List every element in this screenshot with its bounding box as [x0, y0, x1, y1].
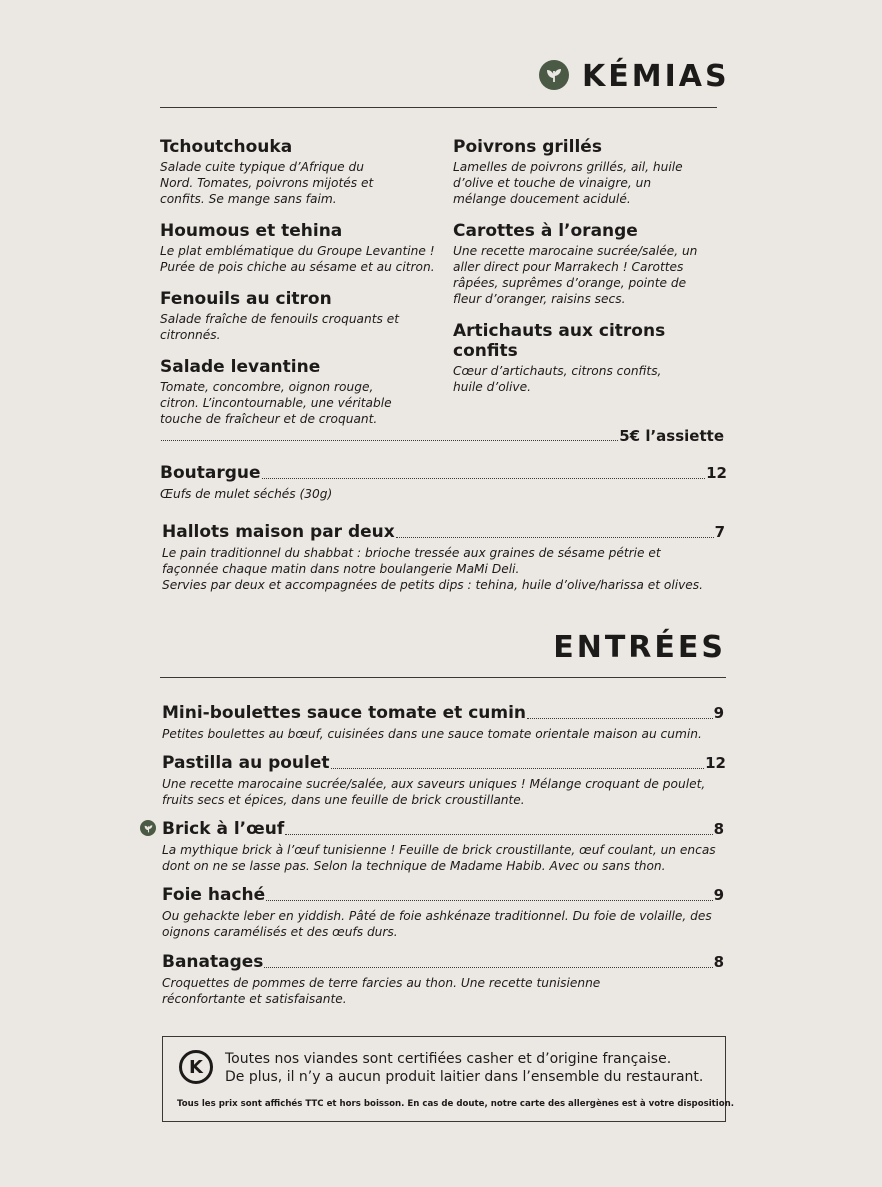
dot-leader — [527, 718, 713, 719]
dish-description: Lamelles de poivrons grillés, ail, huile d’olive et touche de vinaigre, un mélange doucement acidulé. — [453, 160, 683, 206]
leaf-icon — [539, 60, 569, 90]
dish-name: Artichauts aux citrons confits — [453, 321, 666, 361]
dish-name: Carottes à l’orange — [453, 221, 638, 241]
dish-item — [453, 321, 733, 395]
dish-description: Salade cuite typique d’Afrique du Nord. Tomates, poivrons mijotés et confits. Se mange sans faim. — [160, 160, 374, 206]
dish-item — [453, 221, 733, 307]
dish-item — [160, 137, 440, 207]
dish-description: La mythique brick à l’œuf tunisienne ! Feuille de brick croustillante, œuf coulant, un encas dont on ne se lasse pas. Selon la technique de Madame Habib. Avec ou sans thon. — [162, 843, 716, 873]
dish-description: Œufs de mulet séchés (30g) — [160, 487, 333, 501]
dot-leader — [331, 768, 705, 769]
kemias-right-column — [453, 137, 733, 409]
dish-price: 9 — [713, 704, 724, 722]
kemias-left-column — [160, 137, 440, 441]
leaf-icon — [140, 820, 156, 836]
dot-leader — [285, 834, 712, 835]
notice-fineprint: Tous les prix sont affichés TTC et hors boisson. En cas de doute, notre carte des allergènes est à votre disposition. — [177, 1099, 735, 1109]
dish-name: Poivrons grillés — [453, 137, 602, 157]
dot-leader — [161, 440, 618, 441]
dot-leader — [262, 478, 706, 479]
dish-name: Boutargue — [160, 463, 261, 483]
kosher-k-icon: K — [179, 1050, 213, 1084]
dish-row-hallots — [162, 522, 725, 542]
dish-price: 8 — [713, 953, 724, 971]
dish-price: 9 — [713, 886, 724, 904]
kosher-notice-box — [162, 1036, 735, 1122]
dish-name: Hallots maison par deux — [162, 522, 395, 542]
divider — [160, 677, 726, 678]
dish-row — [162, 952, 724, 972]
section-title-kemias: KÉMIAS — [582, 59, 730, 94]
dot-leader — [264, 967, 712, 968]
dish-name: Banatages — [162, 952, 264, 972]
dish-price: 8 — [713, 820, 724, 838]
dish-description: Ou gehackte leber en yiddish. Pâté de foie ashkénaze traditionnel. Du foie de volaille, des oignons caramélisés et des œufs durs. — [162, 909, 712, 939]
dish-description: Cœur d’artichauts, citrons confits, huile d’olive. — [453, 364, 662, 394]
dish-price: 7 — [714, 523, 725, 541]
dish-price: 12 — [706, 464, 727, 482]
dish-description: Une recette marocaine sucrée/salée, aux saveurs uniques ! Mélange croquant de poulet, fruits secs et épices, dans une feuille de brick croustillante. — [162, 777, 706, 807]
dish-description-extra: Servies par deux et accompagnées de petits dips : tehina, huile d’olive/harissa et olives. — [162, 578, 704, 592]
dish-description: Petites boulettes au bœuf, cuisinées dans une sauce tomate orientale maison au cumin. — [162, 727, 702, 741]
dish-row — [162, 753, 726, 773]
dish-name: Brick à l’œuf — [162, 819, 285, 839]
divider — [160, 107, 717, 108]
dish-description: Salade fraîche de fenouils croquants et citronnés. — [160, 312, 400, 342]
dot-leader — [396, 537, 714, 538]
dish-name: Fenouils au citron — [160, 289, 332, 309]
dish-item — [160, 289, 440, 343]
dish-row — [162, 885, 724, 905]
dish-row-boutargue — [160, 463, 727, 483]
dish-description: Le plat emblématique du Groupe Levantine ! Purée de pois chiche au sésame et au citron. — [160, 244, 435, 274]
dot-leader — [266, 900, 712, 901]
section-title-entrees: ENTRÉES — [553, 630, 726, 665]
dish-name: Salade levantine — [160, 357, 321, 377]
dish-row — [162, 703, 724, 723]
dish-item — [160, 221, 440, 275]
notice-line-2: De plus, il n’y a aucun produit laitier dans l’ensemble du restaurant. — [225, 1069, 704, 1085]
dish-description: Le pain traditionnel du shabbat : brioche tressée aux graines de sésame pétrie et façonnée chaque matin dans notre boulangerie MaMi Deli. — [162, 546, 661, 576]
notice-line-1: Toutes nos viandes sont certifiées casher et d’origine française. — [225, 1051, 672, 1067]
dish-item — [453, 137, 733, 207]
dish-description: Tomate, concombre, oignon rouge, citron. L’incontournable, une véritable touche de fraîcheur et de croquant. — [160, 380, 392, 426]
dish-description: Croquettes de pommes de terre farcies au thon. Une recette tunisienne réconfortante et satisfaisante. — [162, 976, 601, 1006]
dish-description: Une recette marocaine sucrée/salée, un aller direct pour Marrakech ! Carottes râpées, suprêmes d’orange, pointe de fleur d’oranger, raisins secs. — [453, 244, 698, 306]
dish-name: Mini-boulettes sauce tomate et cumin — [162, 703, 527, 723]
plate-price: 5€ l’assiette — [619, 427, 724, 445]
plate-price-line — [160, 427, 724, 445]
dish-name: Pastilla au poulet — [162, 753, 330, 773]
dish-price: 12 — [705, 754, 726, 772]
dish-name: Foie haché — [162, 885, 266, 905]
dish-item — [160, 357, 440, 427]
dish-name: Tchoutchouka — [160, 137, 293, 157]
dish-name: Houmous et tehina — [160, 221, 343, 241]
dish-row — [162, 819, 724, 839]
